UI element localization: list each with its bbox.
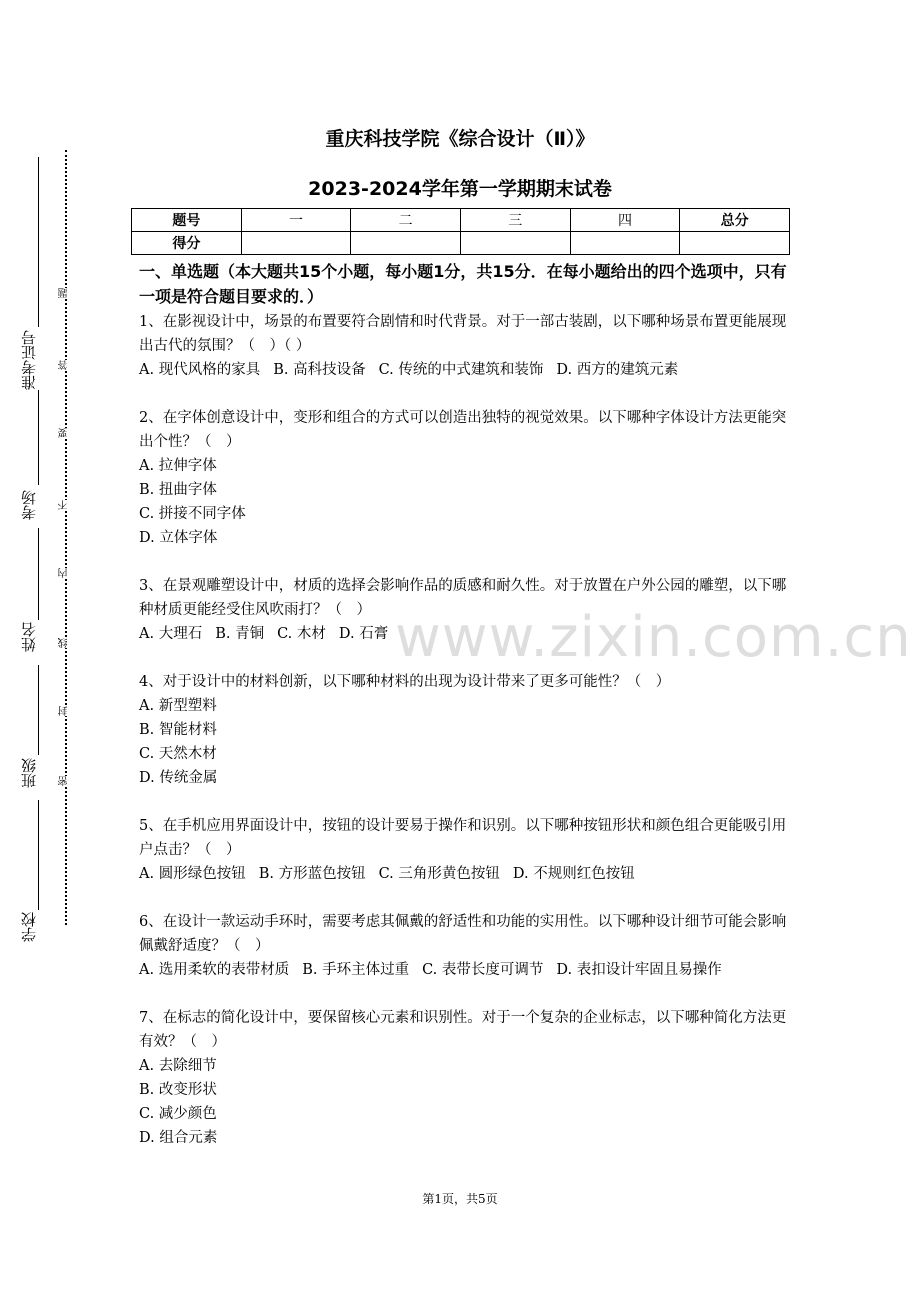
seal-char: 答 xyxy=(59,360,70,370)
question-text: 1、在影视设计中，场景的布置要符合剧情和时代背景。对于一部古装剧，以下哪种场景布置更能展现出古代的氛围？（ ）（ ） xyxy=(139,314,787,354)
option-b: B. 手环主体过重 xyxy=(302,962,410,978)
option-a: A. 选用柔软的表带材质 xyxy=(139,962,290,978)
score-table-header: 二 xyxy=(351,209,461,232)
score-table-header: 总分 xyxy=(680,209,790,232)
seal-char: 不 xyxy=(59,500,70,510)
option-b: B. 扭曲字体 xyxy=(139,482,217,498)
option-row xyxy=(139,958,787,982)
option-a: A. 大理石 xyxy=(139,626,203,642)
question-text: 2、在字体创意设计中，变形和组合的方式可以创造出独特的视觉效果。以下哪种字体设计方法更能突出个性？（ ） xyxy=(139,410,787,450)
option-row xyxy=(139,358,787,382)
exam-room-line xyxy=(38,390,39,485)
option-row xyxy=(139,862,787,886)
option-a: A. 拉伸字体 xyxy=(139,458,217,474)
question-4 xyxy=(139,670,787,790)
school-line xyxy=(38,800,39,910)
score-cell[interactable] xyxy=(680,232,790,255)
option-d: D. 表扣设计牢固且易操作 xyxy=(556,962,722,978)
option-d: D. 传统金属 xyxy=(139,770,218,786)
option-d: D. 组合元素 xyxy=(139,1130,218,1146)
score-table-header: 一 xyxy=(241,209,351,232)
question-text: 7、在标志的简化设计中，要保留核心元素和识别性。对于一个复杂的企业标志，以下哪种简化方法更有效？（ ） xyxy=(139,1010,787,1050)
option-a: A. 新型塑料 xyxy=(139,698,217,714)
question-text: 4、对于设计中的材料创新，以下哪种材料的出现为设计带来了更多可能性？（ ） xyxy=(139,674,671,690)
question-text: 5、在手机应用界面设计中，按钮的设计要易于操作和识别。以下哪种按钮形状和颜色组合更能吸引用户点击？（ ） xyxy=(139,818,787,858)
option-d: D. 立体字体 xyxy=(139,530,218,546)
option-a: A. 去除细节 xyxy=(139,1058,217,1074)
question-text: 6、在设计一款运动手环时，需要考虑其佩戴的舒适性和功能的实用性。以下哪种设计细节可能会影响佩戴舒适度？（ ） xyxy=(139,914,787,954)
exam-number-line xyxy=(38,157,39,327)
score-table-score-row xyxy=(132,232,790,255)
exam-subtitle: 2023-2024学年第一学期期末试卷 xyxy=(308,178,612,200)
score-table-header: 三 xyxy=(460,209,570,232)
option-b: B. 青铜 xyxy=(215,626,265,642)
option-b: B. 方形蓝色按钮 xyxy=(258,866,366,882)
seal-char: 线 xyxy=(59,638,70,648)
seal-char: 要 xyxy=(59,428,70,438)
score-table-header-row xyxy=(132,209,790,232)
option-c: C. 天然木材 xyxy=(139,746,217,762)
option-a: A. 圆形绿色按钮 xyxy=(139,866,246,882)
page-footer: 第1页，共5页 xyxy=(422,1192,498,1206)
option-c: C. 拼接不同字体 xyxy=(139,506,246,522)
option-c: C. 表带长度可调节 xyxy=(422,962,544,978)
option-a: A. 现代风格的家具 xyxy=(139,362,261,378)
exam-number-label: 准考证号 xyxy=(20,330,38,390)
name-line xyxy=(38,528,39,620)
score-table-header: 题号 xyxy=(132,209,242,232)
option-d: D. 不规则红色按钮 xyxy=(512,866,635,882)
question-text: 3、在景观雕塑设计中，材质的选择会影响作品的质感和耐久性。对于放置在户外公园的雕塑，以下哪种材质更能经受住风吹雨打？（ ） xyxy=(139,578,787,618)
score-cell[interactable] xyxy=(241,232,351,255)
option-c: C. 传统的中式建筑和装饰 xyxy=(378,362,544,378)
class-label: 班级 xyxy=(20,758,38,788)
option-c: C. 木材 xyxy=(277,626,326,642)
option-c: C. 减少颜色 xyxy=(139,1106,217,1122)
score-table-header: 四 xyxy=(570,209,680,232)
option-b: B. 改变形状 xyxy=(139,1082,217,1098)
name-label: 姓名 xyxy=(20,622,38,652)
option-c: C. 三角形黄色按钮 xyxy=(378,866,500,882)
score-row-label: 得分 xyxy=(132,232,242,255)
exam-content xyxy=(139,259,787,1174)
question-7 xyxy=(139,1006,787,1150)
option-d: D. 西方的建筑元素 xyxy=(556,362,679,378)
score-cell[interactable] xyxy=(460,232,570,255)
exam-title: 重庆科技学院《综合设计（Ⅱ）》 xyxy=(325,128,595,150)
seal-dotted-line xyxy=(65,150,67,925)
school-label: 学校 xyxy=(20,912,38,942)
option-b: B. 高科技设备 xyxy=(273,362,366,378)
question-5 xyxy=(139,814,787,886)
score-cell[interactable] xyxy=(351,232,461,255)
score-cell[interactable] xyxy=(570,232,680,255)
question-6 xyxy=(139,910,787,982)
question-1 xyxy=(139,310,787,382)
exam-room-label: 考场 xyxy=(20,490,38,520)
question-2 xyxy=(139,406,787,550)
option-d: D. 石膏 xyxy=(338,626,389,642)
score-table xyxy=(131,208,790,255)
seal-char: 题 xyxy=(59,288,70,298)
option-b: B. 智能材料 xyxy=(139,722,217,738)
watermark: www.zixin.com.cn xyxy=(395,605,912,670)
seal-char: 内 xyxy=(59,568,70,578)
class-line xyxy=(38,665,39,755)
section-heading: 一、单选题（本大题共15个小题，每小题1分，共15分．在每小题给出的四个选项中，只有一项是符合题目要求的．） xyxy=(139,262,787,306)
seal-char: 封 xyxy=(59,706,70,716)
seal-char: 密 xyxy=(59,776,70,786)
